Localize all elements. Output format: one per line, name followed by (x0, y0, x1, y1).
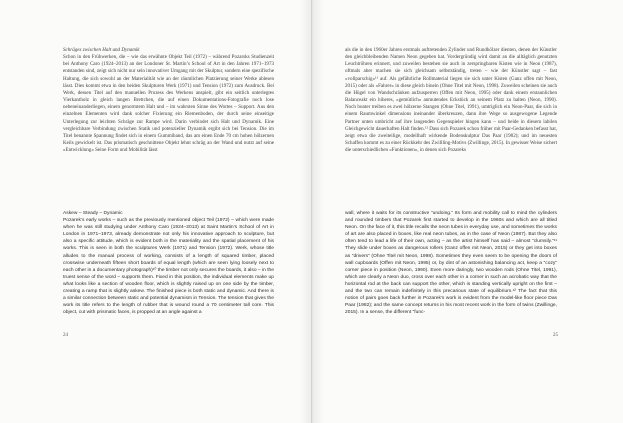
english-body-left: Pozarek’s early works – such as the previously mentioned object Teil (1972) – which were made when he was still studying under Anthony Caro (1924–2013) at Saint Martin’s School of Art in London in 1971–1973, already demonstrate not only his innovative approach to sculpture, but also a specific attitude, which is evident both in the materiality and the spatial placement of his works. This is seen in both the sculptures Werk (1971) and Tension (1972). Werk, whose title alludes to the manual process of working, consists of a length of squared timber, placed crosswise underneath fifteen short boards of equal length (which are seen lying loosely next to each other in a documentary photograph)¹⁰ the timber not only secures the boards, it also – in the truest sense of the word – supports them. Fixed in this position, the individual elements make up what looks like a section of wooden floor, which is slightly raised up on one side by the timber, creating a ramp that is slightly askew. The finished piece is both static and dynamic. And there is a similar connection between static and potential dynamism in Tension. The tension that gives the work its title refers to the length of rubber that is wound round a 70 centimeter tall core. This object, cut with prismatic faces, is propped at an angle against a (63, 218, 274, 316)
left-page (0, 0, 311, 423)
german-section-heading: Schräges zwischen Halt und Dynamik (63, 47, 140, 53)
german-text-block-left (63, 47, 274, 206)
german-body-left: Schon in den Frühwerken, die – wie das erwähnte Objekt Teil (1972) – während Pozarsks Studienzeit bei Anthony Caro (1924–2013) an der Londoner St. Martin’s School of Art in den Jahren 1971–1973 entstanden sind, zeigt sich nicht nur sein innovativer Umgang mit der Skulptur, sondern eine spezifische Haltung, die sich sowohl an der Materialität wie an der räumlichen Platzierung seiner Werke ablesen lässt. Dies kommt etwa in den beiden Skulpturen Werk (1971) und Tension (1972) zum Ausdruck. Bei Werk, dessen Titel auf den manuellen Prozess des Werkens anspielt, gibt ein seitlich unterlegtes Vierkantholz in gleich langen Brettchen, die auf einen Dokumentations-Fotografie noch lose nebeneinanderliegen, einem genormtem Halt und – im wahrsten Sinne des Wortes – Support. Aus den einzelnen Elementen wird dank solcher Fixierung ein Riemenboden, der durch seine einseitige Unterlegung zur leichten Schräge zur Rampe wird. Darin verbindet sich Halt und Dynamik. Eine vergleichbare Verbindung zwischen Statik und potenzieller Dynamik ergibt sich bei Tension. Die im Titel benannte Spannung findet sich in einem Gummiband, das am einen Ende 70 cm hohen hölzernen Keils gewickelt ist. Das prismatisch geschnittene Objekt lehnt schräg an der Wand und nutzt auf seine »Entwicklung« Seine Form und Mobilität lässt (63, 54, 274, 154)
german-body-right: als die in den 1960er Jahren erstmals auftretenden Zylinder und Rundhölzer dienten, denen der Künstler den gleichbleibenden Namen Neon gegeben hat. Vordergründig wird damit an die alltäglich genutzten Leuchtröhren erinnert, und zuweilen bestehen sie auch in zerspringbaren Kisten wie in Neon (1987), oftmals aber machen sie sich gleichsam selbstständig, treten – wie der Künstler sagt – fast »vollparschig«¹¹ auf. Als gefährliche Rollmaterial liegen sie sich unter Kisten (Ganz offen mit Neon, 2015) oder als »Fahrer« in diese gleich binein (Ohne Titel mit Neon, 1998). Zuweilen scheinen sie auch die Hügel von Wandschränken aufzusperren (Offen mit Neon, 1995) oder dank einem erstaunlichen Balanceakt ein hiheres, »gemütlich« anmutendes Eckstück an seinem Platz zu halten (Neon, 1990). Noch bunter treiben es zwei hölzerne Stangen (Ohne Titel, 1991), umtriglich ein Neon-Paar, die sich in einem Raumwinkel dimensions ineinander überkreuzen, dann ihre Wege so ausgewogene Legende Partner unten umbricht auf ihre langenden Gegenspieler hingen kann – und beide in diesem labilen Gleichgewicht dauerhaften Halt finden.¹² Dass sich Pozarek schon früher mit Paar-Gedanken befasst hat, zeigt etwa die zweiteilige, modellhaft wirkende Bodenskulptur Das Paar (1982); und im neuesten Schaffen kommt es zu einer Rückkehr des Zwillling-Motivs (Zwillinge, 2015). In gewisser Weise sichert die unterschiedlichen »Funktionen«, in denen sich Pozareks (345, 47, 557, 154)
english-body-right: wall, where it waits for its constructive “undoing.” Its form and mobility call to mind the cylinders and rounded timbers that Pozarek first started to develop in the 1960s and which are all titled Neon. On the face of it, this title recalls the neon tubes in everyday use, and sometimes the works of art are also placed in boxes, like real neon tubes, as in the case of Neon (1987). But they also often tend to lead a life of their own, acting – as the artist himself has said – almost “clumsily.”¹¹ They slide under boxes as dangerous rollers (Ganz offen mit Neon, 2015) or they get into boxes as “drivers” (Ohne Titel mit Neon, 1998). Sometimes they even seem to be opening the doors of wall cupboards (Offen mit Neon, 1995) or, by dint of an astonishing balancing act, keep a “cozy” corner piece in position (Neon, 1990). Even more daringly, two wooden rods (Ohne Titel, 1991), which are clearly a Neon duo, cross over each other in a corner in such an acrobatic way that the horizontal rod at the back can support the other, which is standing vertically upright on the first – and the two can remain indefinitely in this precarious state of equilibrium.¹² The fact that this notion of pairs goes back further in Pozarek’s work is evident from the model-like floor piece Das Paar (1982); and the same concept returns in his most recent work in the form of twins (Zwillinge, 2015). In a sense, the different “func- (345, 211, 557, 316)
right-page (312, 0, 623, 423)
english-section-heading: Askew – Steady – Dynamic (63, 211, 123, 216)
german-paragraph-left (63, 47, 274, 154)
english-text-block-left (63, 210, 274, 329)
page-number-right: 25 (553, 333, 558, 338)
german-text-block-right (345, 47, 557, 203)
english-paragraph-left (63, 210, 274, 316)
page-number-left: 24 (63, 333, 68, 338)
english-text-block-right (345, 210, 557, 329)
